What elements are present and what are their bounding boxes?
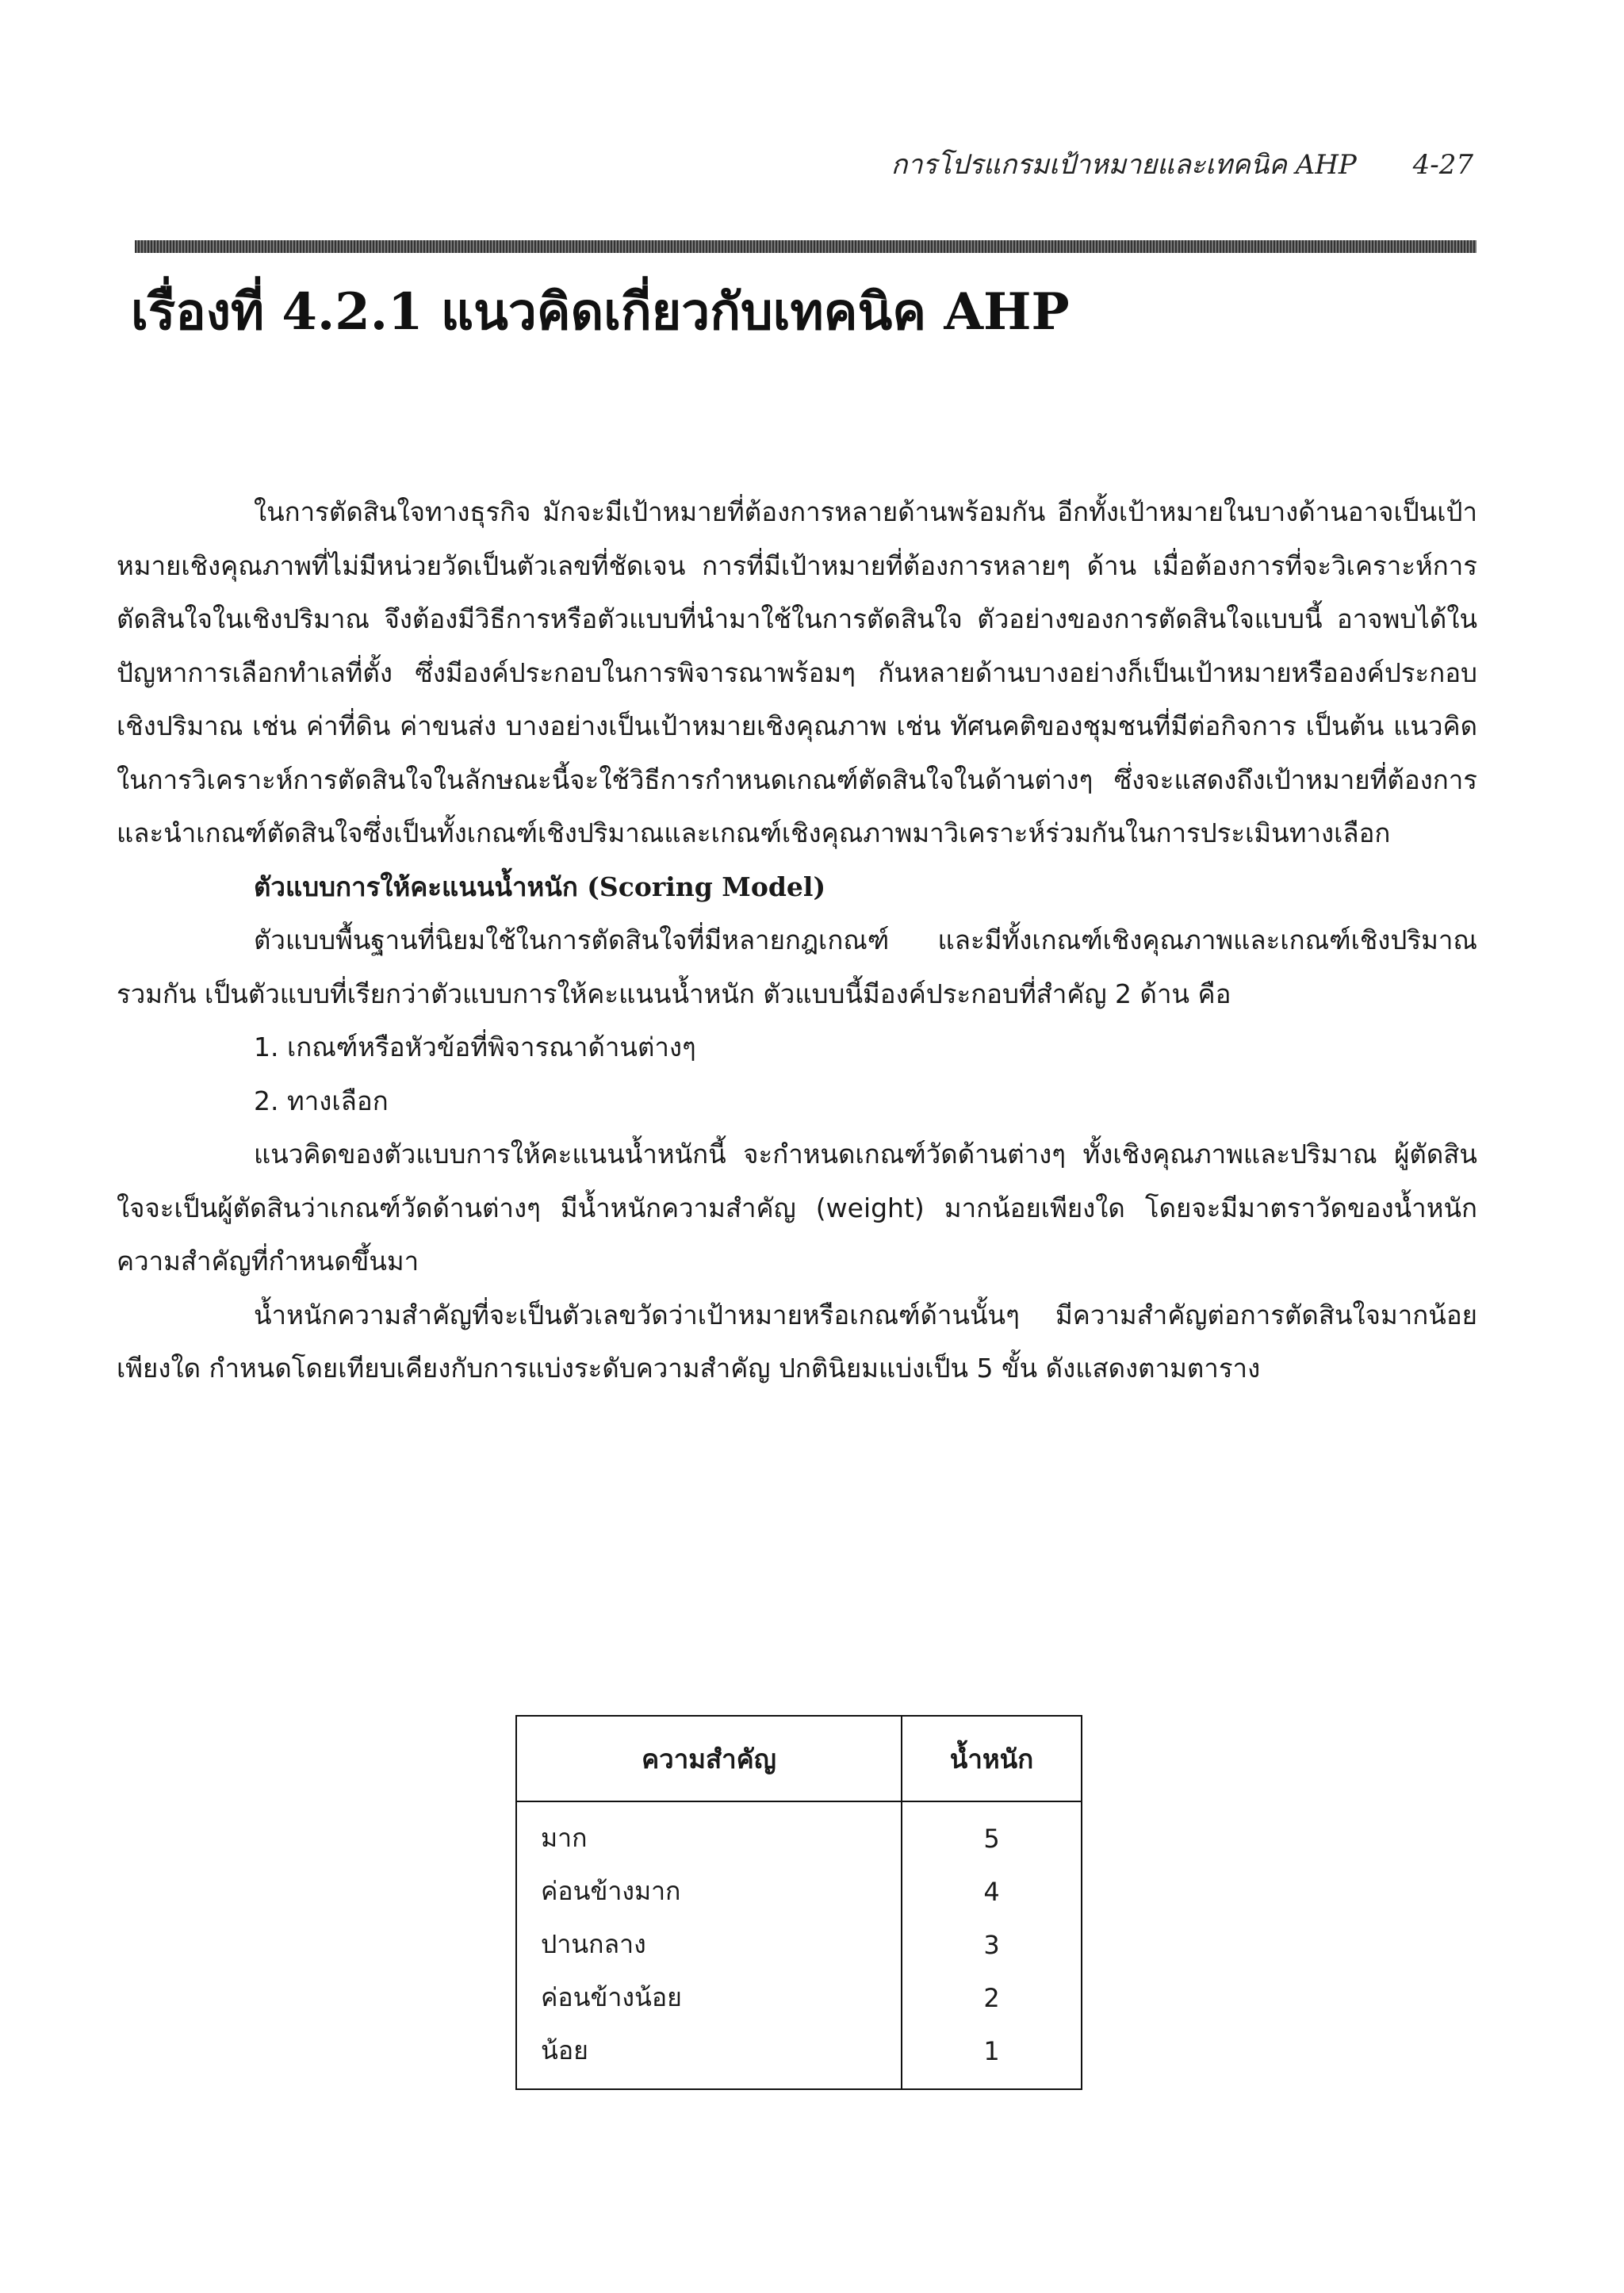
table-row bbox=[516, 1971, 1082, 2024]
scoring-model-paragraph: ตัวแบบพื้นฐานที่นิยมใช้ในการตัดสินใจที่มีหลายกฎเกณฑ์ และมีทั้งเกณฑ์เชิงคุณภาพและเกณฑ์เชิงปริมาณรวมกัน เป็นตัวแบบที่เรียกว่าตัวแบบการให้คะแนนน้ำหนัก ตัวแบบนี้มีองค์ประกอบที่สำคัญ 2 ด้าน คือ bbox=[117, 924, 1477, 1009]
header-rule bbox=[135, 240, 1477, 253]
weight-cell: 3 bbox=[902, 1918, 1082, 1971]
table-row bbox=[516, 1801, 1082, 1865]
subheading: ตัวแบบการให้คะแนนน้ำหนัก (Scoring Model) bbox=[254, 871, 826, 902]
running-header-title: การโปรแกรมเป้าหมายและเทคนิค AHP bbox=[891, 149, 1357, 181]
concept-paragraph: แนวคิดของตัวแบบการให้คะแนนน้ำหนักนี้ จะกำหนดเกณฑ์วัดด้านต่างๆ ทั้งเชิงคุณภาพและปริมาณ ผู้ตัดสินใจจะเป็นผู้ตัดสินว่าเกณฑ์วัดด้านต่างๆ มีน้ำหนักความสำคัญ (weight) มากน้อยเพียงใด โดยจะมีมาตราวัดของน้ำหนักความสำคัญที่กำหนดขึ้นมา bbox=[117, 1139, 1477, 1277]
table-row bbox=[516, 1918, 1082, 1971]
importance-cell: ปานกลาง bbox=[541, 1929, 646, 1959]
running-header bbox=[891, 143, 1473, 186]
weight-cell: 1 bbox=[902, 2024, 1082, 2089]
importance-cell: ค่อนข้างมาก bbox=[541, 1876, 681, 1906]
weight-cell: 4 bbox=[902, 1865, 1082, 1918]
table-header-row bbox=[516, 1716, 1082, 1801]
importance-cell: ค่อนข้างน้อย bbox=[541, 1982, 682, 2012]
column-header-importance: ความสำคัญ bbox=[516, 1716, 902, 1801]
table-row bbox=[516, 2024, 1082, 2089]
weight-table bbox=[515, 1715, 1082, 2090]
weight-cell: 2 bbox=[902, 1971, 1082, 2024]
list-item: 1. เกณฑ์หรือหัวข้อที่พิจารณาด้านต่างๆ bbox=[254, 1032, 696, 1062]
body-text bbox=[117, 485, 1477, 1395]
list-item: 2. ทางเลือก bbox=[254, 1085, 389, 1116]
table-row bbox=[516, 1865, 1082, 1918]
importance-cell: น้อย bbox=[541, 2035, 588, 2065]
section-title: เรื่องที่ 4.2.1 แนวคิดเกี่ยวกับเทคนิค AHP bbox=[131, 282, 1070, 342]
weight-cell: 5 bbox=[902, 1801, 1082, 1865]
page-number: 4-27 bbox=[1412, 149, 1473, 181]
weight-scale-paragraph: น้ำหนักความสำคัญที่จะเป็นตัวเลขวัดว่าเป้าหมายหรือเกณฑ์ด้านนั้นๆ มีความสำคัญต่อการตัดสินใจมากน้อยเพียงใด กำหนดโดยเทียบเคียงกับการแบ่งระดับความสำคัญ ปกตินิยมแบ่งเป็น 5 ขั้น ดังแสดงตามตาราง bbox=[117, 1299, 1477, 1384]
importance-cell: มาก bbox=[541, 1823, 588, 1853]
column-header-weight: น้ำหนัก bbox=[902, 1716, 1082, 1801]
intro-paragraph: ในการตัดสินใจทางธุรกิจ มักจะมีเป้าหมายที่ต้องการหลายด้านพร้อมกัน อีกทั้งเป้าหมายในบางด้านอาจเป็นเป้าหมายเชิงคุณภาพที่ไม่มีหน่วยวัดเป็นตัวเลขที่ชัดเจน การที่มีเป้าหมายที่ต้องการหลายๆ ด้าน เมื่อต้องการที่จะวิเคราะห์การตัดสินใจในเชิงปริมาณ จึงต้องมีวิธีการหรือตัวแบบที่นำมาใช้ในการตัดสินใจ ตัวอย่างของการตัดสินใจแบบนี้ อาจพบได้ในปัญหาการเลือกทำเลที่ตั้ง ซึ่งมีองค์ประกอบในการพิจารณาพร้อมๆ กันหลายด้านบางอย่างก็เป็นเป้าหมายหรือองค์ประกอบเชิงปริมาณ เช่น ค่าที่ดิน ค่าขนส่ง บางอย่างเป็นเป้าหมายเชิงคุณภาพ เช่น ทัศนคติของชุมชนที่มีต่อกิจการ เป็นต้น แนวคิดในการวิเคราะห์การตัดสินใจในลักษณะนี้จะใช้วิธีการกำหนดเกณฑ์ตัดสินใจในด้านต่างๆ ซึ่งจะแสดงถึงเป้าหมายที่ต้องการ และนำเกณฑ์ตัดสินใจซึ่งเป็นทั้งเกณฑ์เชิงปริมาณและเกณฑ์เชิงคุณภาพมาวิเคราะห์ร่วมกันในการประเมินทางเลือก bbox=[117, 496, 1477, 848]
